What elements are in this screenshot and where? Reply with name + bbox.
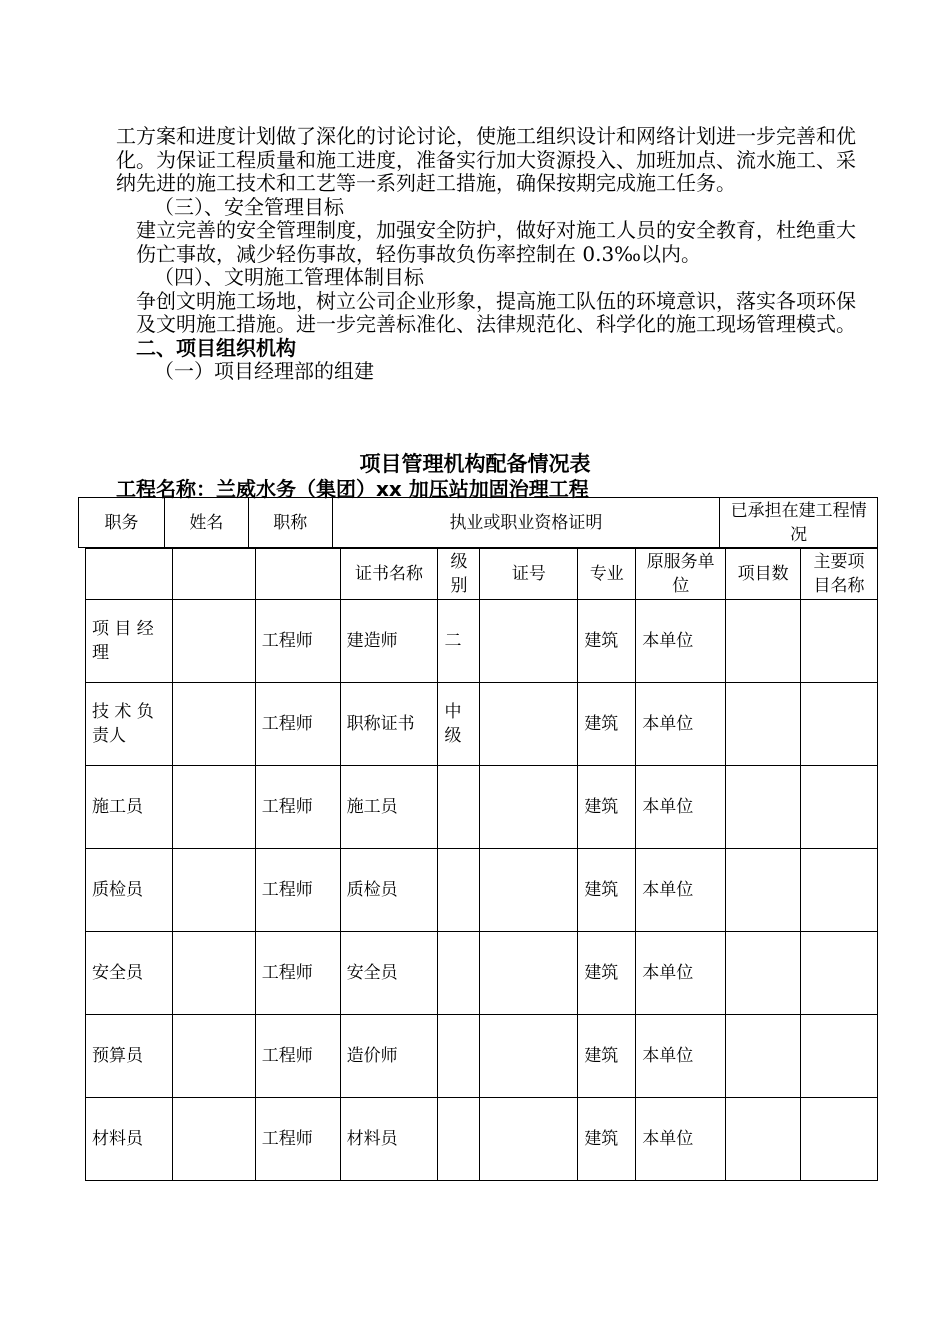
cell-project-count: [726, 849, 801, 932]
cell-major: 建筑: [578, 1015, 636, 1098]
cell-name: [172, 600, 255, 683]
header-qualification: 执业或职业资格证明: [332, 498, 719, 548]
cell-cert-name: 造价师: [340, 1015, 438, 1098]
header-role: 职务: [79, 498, 165, 548]
cell-level: [438, 1015, 480, 1098]
cell-role: 安全员: [86, 932, 173, 1015]
paragraph-civilized: 争创文明施工场地，树立公司企业形象，提高施工队伍的环境意识，落实各项环保及文明施工措施。进一步完善标准化、法律规范化、科学化的施工现场管理模式。: [136, 288, 856, 336]
cell-role: 技 术 负责人: [86, 683, 173, 766]
cell-name: [172, 766, 255, 849]
cell-name: [172, 932, 255, 1015]
paragraph-schedule: 工方案和进度计划做了深化的讨论讨论，使施工组织设计和网络计划进一步完善和优化。为保证工程质量和施工进度，准备实行加大资源投入、加班加点、流水施工、采纳先进的施工技术和工艺等一系列赶工措施，确保按期完成施工任务。: [116, 124, 856, 195]
cell-major: 建筑: [578, 932, 636, 1015]
header-cert-name: 证书名称: [340, 549, 438, 600]
paragraph-safety: 建立完善的安全管理制度，加强安全防护，做好对施工人员的安全教育，杜绝重大伤亡事故，减少轻伤事故，轻伤事故负伤率控制在 0.3‰以内。: [136, 218, 856, 266]
header-major: 专业: [578, 549, 636, 600]
cell-major: 建筑: [578, 683, 636, 766]
cell-major: 建筑: [578, 1098, 636, 1181]
cell-cert-name: 质检员: [340, 849, 438, 932]
cell-role: 材料员: [86, 1098, 173, 1181]
header-current-projects: 已承担在建工程情况: [720, 498, 878, 548]
cell-cert-name: 建造师: [340, 600, 438, 683]
cell-cert-name: 材料员: [340, 1098, 438, 1181]
cell-name: [172, 683, 255, 766]
body-text: [116, 125, 861, 384]
cell-project-count: [726, 600, 801, 683]
cell-level: [438, 766, 480, 849]
cell-title: 工程师: [255, 1015, 340, 1098]
heading-project-org: 二、项目组织机构: [136, 335, 296, 360]
table-title: 项目管理机构配备情况表: [359, 452, 591, 476]
table-row: [86, 683, 878, 766]
cell-project-count: [726, 1015, 801, 1098]
heading-dept-setup: （一）项目经理部的组建: [154, 359, 374, 383]
cell-unit: 本单位: [636, 683, 726, 766]
table-top-header: [78, 497, 878, 548]
cell-cert-no: [480, 600, 578, 683]
cell-major: 建筑: [578, 766, 636, 849]
cell-title: 工程师: [255, 600, 340, 683]
cell-title: 工程师: [255, 932, 340, 1015]
cell-level: 中级: [438, 683, 480, 766]
cell-main-projects: [801, 932, 878, 1015]
staff-table-body: [86, 549, 878, 1181]
cell-unit: 本单位: [636, 932, 726, 1015]
header-original-unit: 原服务单位: [636, 549, 726, 600]
cell-unit: 本单位: [636, 1015, 726, 1098]
header-cert-no: 证号: [480, 549, 578, 600]
cell-cert-name: 职称证书: [340, 683, 438, 766]
cell-main-projects: [801, 1015, 878, 1098]
header-level: 级别: [438, 549, 480, 600]
cell-project-count: [726, 932, 801, 1015]
header-project-count: 项目数: [726, 549, 801, 600]
cell-main-projects: [801, 1098, 878, 1181]
table-row: [86, 766, 878, 849]
project-name: 工程名称：兰威水务（集团）xx 加压站加固治理工程: [116, 477, 589, 501]
cell-title: 工程师: [255, 1098, 340, 1181]
cell-name: [172, 849, 255, 932]
table-row: [86, 600, 878, 683]
cell-main-projects: [801, 683, 878, 766]
table-row: [86, 932, 878, 1015]
heading-safety-goal: （三）、安全管理目标: [154, 194, 344, 219]
cell-major: 建筑: [578, 600, 636, 683]
header-name: 姓名: [164, 498, 248, 548]
cell-cert-no: [480, 766, 578, 849]
cell-project-count: [726, 1098, 801, 1181]
cell-project-count: [726, 683, 801, 766]
cell-role: 施工员: [86, 766, 173, 849]
cell-main-projects: [801, 849, 878, 932]
cell-unit: 本单位: [636, 1098, 726, 1181]
cell-main-projects: [801, 600, 878, 683]
cell-level: 二: [438, 600, 480, 683]
cell-unit: 本单位: [636, 600, 726, 683]
cell-level: [438, 849, 480, 932]
table-row: [86, 1098, 878, 1181]
table-sub-header: [86, 549, 878, 600]
cell-cert-name: 安全员: [340, 932, 438, 1015]
cell-role: 预算员: [86, 1015, 173, 1098]
cell-cert-no: [480, 849, 578, 932]
cell-role: 质检员: [86, 849, 173, 932]
cell-project-count: [726, 766, 801, 849]
cell-main-projects: [801, 766, 878, 849]
staff-table: [85, 548, 878, 1181]
cell-title: 工程师: [255, 849, 340, 932]
cell-cert-no: [480, 1015, 578, 1098]
cell-cert-no: [480, 932, 578, 1015]
cell-unit: 本单位: [636, 849, 726, 932]
table-row: [86, 1015, 878, 1098]
cell-cert-no: [480, 683, 578, 766]
table-row: [86, 849, 878, 932]
cell-level: [438, 932, 480, 1015]
cell-cert-name: 施工员: [340, 766, 438, 849]
cell-role: 项 目 经理: [86, 600, 173, 683]
cell-title: 工程师: [255, 683, 340, 766]
cell-name: [172, 1015, 255, 1098]
heading-civilized-goal: （四）、文明施工管理体制目标: [154, 265, 424, 289]
cell-cert-no: [480, 1098, 578, 1181]
cell-name: [172, 1098, 255, 1181]
cell-level: [438, 1098, 480, 1181]
cell-title: 工程师: [255, 766, 340, 849]
cell-major: 建筑: [578, 849, 636, 932]
header-main-projects: 主要项目名称: [801, 549, 878, 600]
cell-unit: 本单位: [636, 766, 726, 849]
header-title: 职称: [248, 498, 332, 548]
